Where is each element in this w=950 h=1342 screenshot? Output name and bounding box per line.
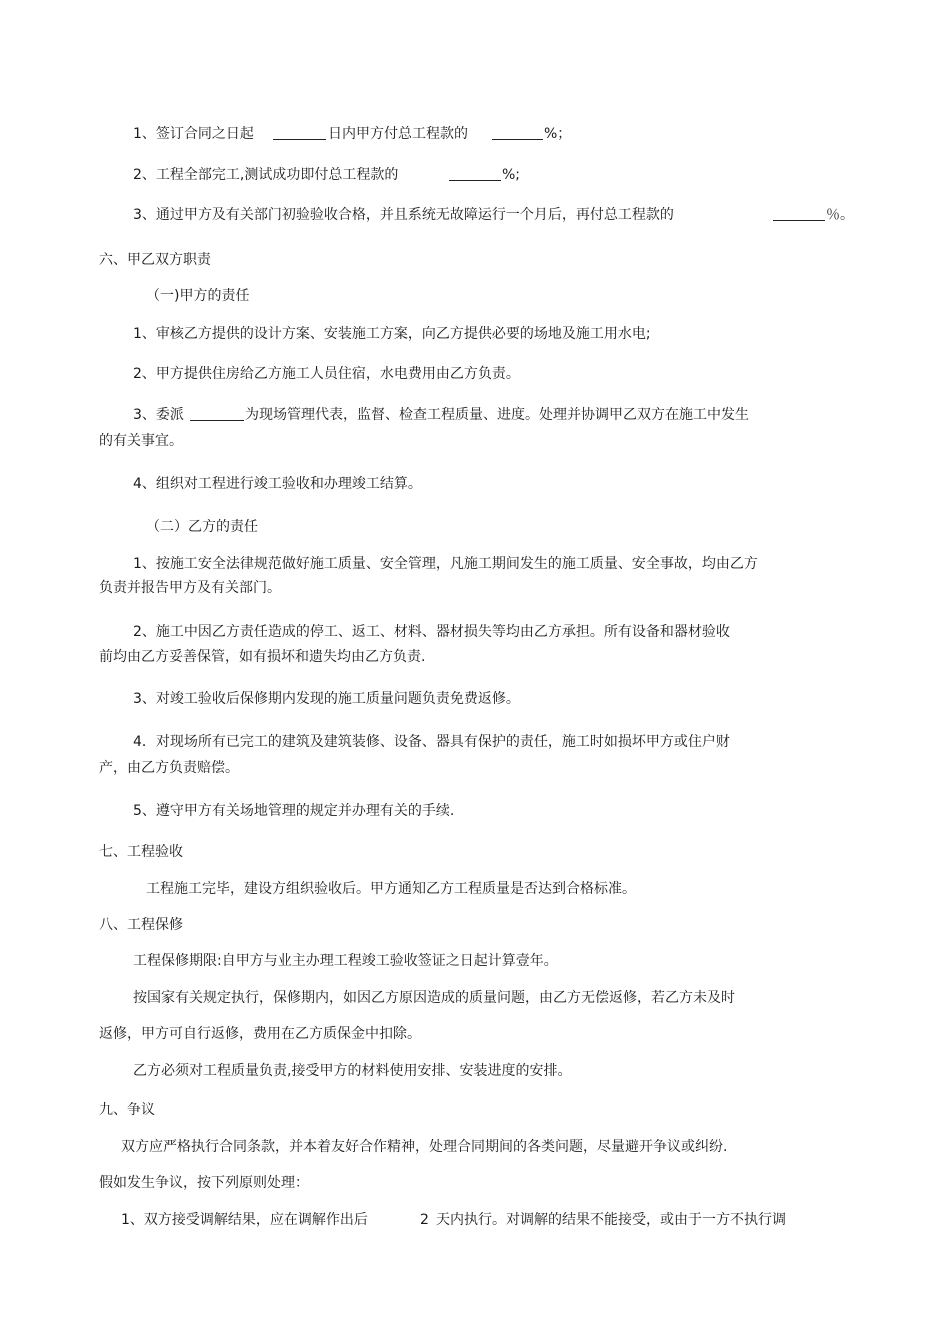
party-a-item-3-c: 的有关事宜。 (99, 433, 183, 449)
party-b-item-2-b: 前均由乙方妥善保管，如有损坏和遗失均由乙方负责. (99, 649, 426, 665)
section-9-paragraph-1: 双方应严格执行合同条款，并本着友好合作精神，处理合同期间的各类问题，尽量避开争议或纠纷. (121, 1139, 728, 1155)
percent-sign-3: ％。 (826, 207, 854, 223)
payment-line-1-text: 1、签订合同之日起 (133, 126, 254, 142)
blank-days[interactable] (273, 125, 326, 140)
party-a-item-4: 4、组织对工程进行竣工验收和办理竣工结算。 (133, 476, 422, 492)
party-a-item-3-b: 为现场管理代表，监督、检查工程质量、进度。处理并协调甲乙双方在施工中发生 (245, 407, 749, 423)
section-8-paragraph-1: 工程保修期限:自甲方与业主办理工程竣工验收签证之日起计算壹年。 (133, 953, 558, 969)
section-8-paragraph-2-b: 返修，甲方可自行返修，费用在乙方质保金中扣除。 (99, 1026, 421, 1042)
payment-line-1 (133, 125, 254, 143)
section-8-paragraph-2: 按国家有关规定执行，保修期内，如因乙方原因造成的质量问题，由乙方无偿返修，若乙方未及时 (133, 990, 735, 1006)
section-8-heading: 八、工程保修 (99, 917, 183, 933)
party-b-item-3: 3、对竣工验收后保修期内发现的施工质量问题负责免费返修。 (133, 691, 520, 707)
blank-percent-3[interactable] (773, 206, 825, 221)
payment-line-3: 3、通过甲方及有关部门初验验收合格，并且系统无故障运行一个月后，再付总工程款的 (133, 207, 674, 223)
party-b-item-4-b: 产，由乙方负责赔偿。 (99, 760, 239, 776)
payment-line-1b (328, 125, 468, 143)
party-b-item-5: 5、遵守甲方有关场地管理的规定并办理有关的手续. (133, 803, 455, 819)
party-a-title: （一)甲方的责任 (146, 288, 250, 304)
party-b-title: （二）乙方的责任 (146, 519, 258, 535)
section-9-item-1: 1、双方接受调解结果，应在调解作出后 (121, 1212, 368, 1228)
section-9-item-1-c: 天内执行。对调解的结果不能接受，或由于一方不执行调 (436, 1212, 786, 1228)
section-9-days-value: 2 (420, 1212, 429, 1228)
section-8-paragraph-3: 乙方必须对工程质量负责,接受甲方的材料使用安排、安装进度的安排。 (133, 1063, 572, 1079)
percent-sign-2: %; (502, 167, 521, 183)
party-b-item-4: 4．对现场所有已完工的建筑及建筑装修、设备、器具有保护的责任，施工时如损坏甲方或住户财 (133, 734, 730, 750)
party-b-item-2: 2、施工中因乙方责任造成的停工、返工、材料、器材损失等均由乙方承担。所有设备和器材验收 (133, 624, 730, 640)
blank-percent-1[interactable] (492, 125, 543, 140)
party-a-item-2: 2、甲方提供住房给乙方施工人员住宿，水电费用由乙方负责。 (133, 366, 520, 382)
section-9-heading: 九、争议 (99, 1102, 155, 1118)
payment-line-2: 2、工程全部完工,测试成功即付总工程款的 (133, 167, 399, 183)
section-7-heading: 七、工程验收 (99, 844, 183, 860)
section-7-text: 工程施工完毕，建设方组织验收后。甲方通知乙方工程质量是否达到合格标准。 (146, 881, 636, 897)
blank-percent-2[interactable] (449, 166, 501, 181)
party-a-item-1: 1、审核乙方提供的设计方案、安装施工方案，向乙方提供必要的场地及施工用水电; (133, 326, 651, 342)
party-b-item-1: 1、按施工安全法律规范做好施工质量、安全管理，凡施工期间发生的施工质量、安全事故，均由乙方 (133, 556, 758, 572)
blank-representative[interactable] (190, 406, 244, 421)
section-6-heading: 六、甲乙双方职责 (99, 252, 211, 268)
section-9-paragraph-2: 假如发生争议，按下列原则处理： (99, 1175, 309, 1191)
party-a-item-3: 3、委派 (133, 407, 184, 423)
payment-line-1-text-b: 日内甲方付总工程款的 (328, 126, 468, 142)
party-b-item-1-b: 负责并报告甲方及有关部门。 (99, 580, 281, 596)
percent-sign-1: %； (544, 126, 572, 142)
